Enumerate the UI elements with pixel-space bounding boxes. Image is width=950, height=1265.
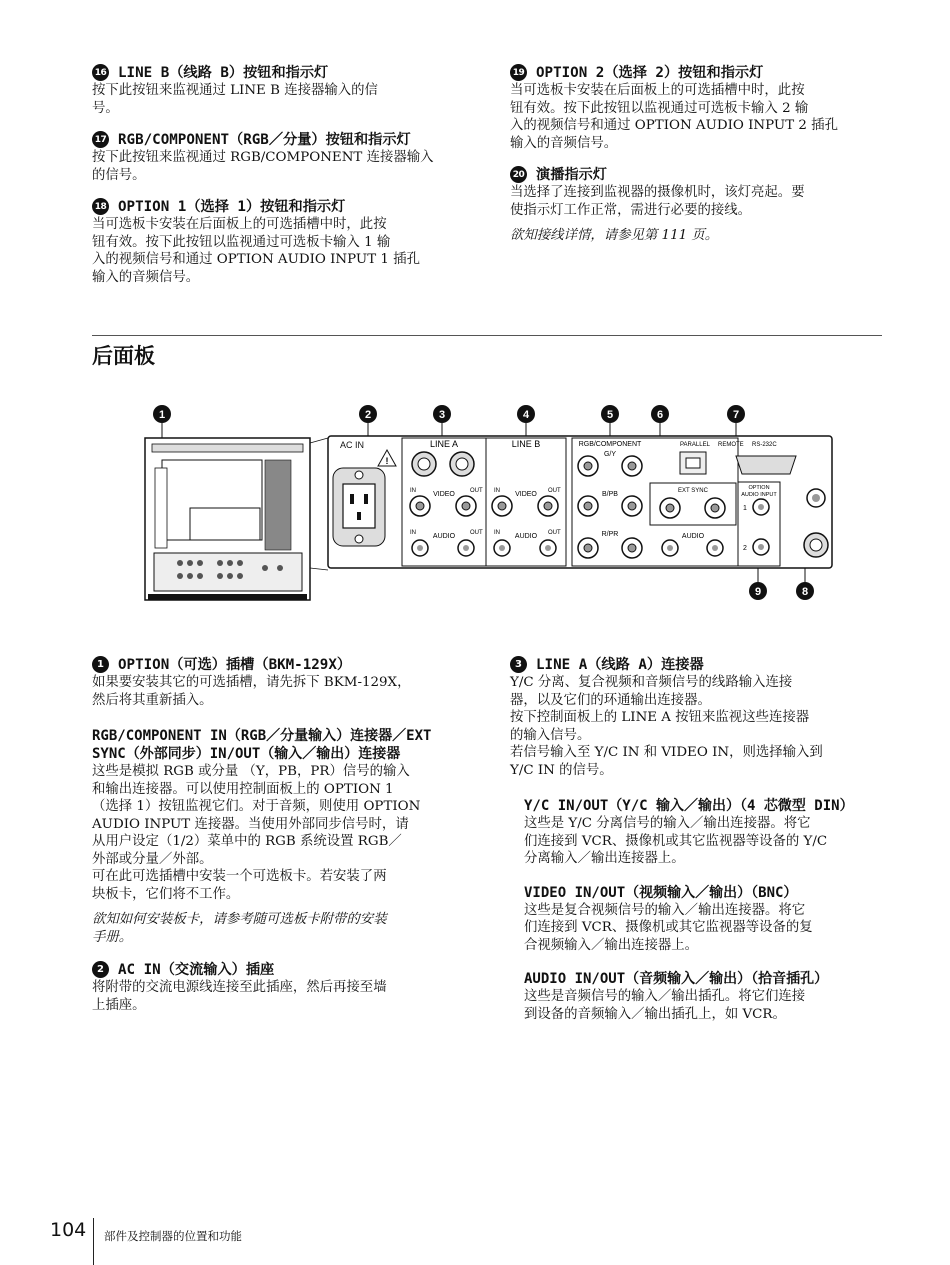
item-19 [510,64,888,152]
item-20 [510,166,888,245]
item-1-body: 如果要安装其它的可选插槽，请先拆下 BKM-129X， 然后将其重新插入。 [92,675,411,708]
item-16-body: 按下此按钮来监视通过 LINE B 连接器输入的信 号。 [92,83,378,116]
footer-divider [93,1218,94,1265]
callout-7 [727,405,745,423]
item-17-body: 按下此按钮来监视通过 RGB/COMPONENT 连接器输入 的信号。 [92,150,434,183]
svg-text:IN: IN [494,530,500,536]
item-1-title: OPTION（可选）插槽（BKM-129X） [118,657,352,673]
svg-text:AUDIO: AUDIO [514,533,538,540]
svg-text:IN: IN [494,488,500,494]
callout-9 [749,582,767,600]
callout-8 [796,582,814,600]
callout-3 [433,405,451,423]
rgb-component-note: 欲知如何安装板卡，请参考随可选板卡附带的安装 手册。 [92,912,387,945]
top-right-column [510,64,888,259]
bottom-left-column [92,656,470,1028]
svg-text:REMOTE: REMOTE [718,442,744,448]
svg-text:G/Y: G/Y [603,451,617,458]
callout-2 [359,405,377,423]
svg-text:AUDIO: AUDIO [681,533,705,540]
svg-text:OUT: OUT [548,530,561,536]
svg-text:VIDEO: VIDEO [433,491,455,498]
item-16 [92,64,470,117]
svg-text:IN: IN [410,530,416,536]
item-17-title: RGB/COMPONENT（RGB／分量）按钮和指示灯 [118,132,411,148]
callout-19: 19 [510,64,527,81]
video-sub-title: VIDEO IN/OUT（视频输入／输出）（BNC） [524,884,798,901]
item-3-body: Y/C 分离、复合视频和音频信号的线路输入连接 器，以及它们的环通输出连接器。 按下控制面板上的 LINE A 按钮来监视这些连接器 的输入信号。 若信号输入至 Y/C IN 和 VIDEO IN，则选择输入到 Y/C IN 的信号。 [510,675,823,778]
callout-20: 20 [510,166,527,183]
svg-text:AC IN: AC IN [340,440,365,450]
svg-text:OUT: OUT [548,488,561,494]
svg-text:4: 4 [522,409,530,421]
svg-text:AUDIO: AUDIO [432,533,456,540]
svg-text:1: 1 [158,409,166,421]
callout-5 [601,405,619,423]
svg-text:OUT: OUT [470,530,483,536]
audio-sub-item [524,970,888,1023]
callout-16: 16 [92,64,109,81]
rgb-component-body: 这些是模拟 RGB 或分量 （Y，PB，PR）信号的输入 和输出连接器。可以使用控制面板上的 OPTION 1 （选择 1）按钮监视它们。对于音频，则使用 OPTION AUDIO INPUT 连接器。当使用外部同步信号时，请 从用户设定（1/2）菜单中的 RGB 系统设置 RGB／ 外部或分量／外部。 可在此可选插槽中安装一个可选板卡。若安装了两 块板卡，它们将不工作。 [92,764,421,902]
yc-sub-body: 这些是 Y/C 分离信号的输入／输出连接器。将它 们连接到 VCR、摄像机或其它监视器等设备的 Y/C 分离输入／输出连接器上。 [524,816,828,866]
yc-sub-item [524,797,888,868]
svg-text:IN: IN [410,488,416,494]
item-3-title: LINE A（线路 A）连接器 [536,657,704,673]
item-1 [92,656,470,709]
item-18-body: 当可选板卡安装在后面板上的可选插槽中时，此按 钮有效。按下此按钮以监视通过可选板卡输入 1 输 入的视频信号和通过 OPTION AUDIO INPUT 1 插孔 输入的音频信号。 [92,217,420,285]
callout-6 [651,405,669,423]
monitor-rear-view [145,438,310,600]
svg-text:R/PR: R/PR [601,531,619,538]
svg-text:9: 9 [754,586,762,598]
rgb-component-item [92,727,470,947]
audio-sub-title: AUDIO IN/OUT（音频输入／输出）（拾音插孔） [524,971,829,987]
svg-text:B/PB: B/PB [602,491,618,498]
rear-panel-diagram [140,398,840,608]
svg-text:EXT SYNC: EXT SYNC [678,488,708,494]
svg-text:PARALLEL: PARALLEL [680,442,710,448]
page-number: 104 [50,1219,87,1241]
svg-text:!: ! [385,456,389,466]
callout-18: 18 [92,198,109,215]
svg-text:6: 6 [656,409,664,421]
item-20-title: 演播指示灯 [536,167,607,183]
svg-text:2: 2 [364,409,372,421]
svg-text:3: 3 [438,409,446,421]
svg-text:LINE A: LINE A [429,439,459,449]
footer-section-title: 部件及控制器的位置和功能 [104,1229,242,1243]
item-2-title: AC IN（交流输入）插座 [118,962,275,978]
yc-sub-title: Y/C IN/OUT（Y/C 输入／输出）（4 芯微型 DIN） [524,798,854,814]
svg-text:7: 7 [732,409,740,421]
item-2-body: 将附带的交流电源线连接至此插座，然后再接至墙 上插座。 [92,980,387,1013]
callout-1-text: 1 [92,656,109,673]
svg-text:5: 5 [606,409,614,421]
connector-panel [328,436,832,568]
item-2 [92,961,470,1014]
section-title: 后面板 [92,344,155,368]
callout-1 [153,405,171,423]
video-sub-body: 这些是复合视频信号的输入／输出连接器。将它 们连接到 VCR、摄像机或其它监视器等设备的复 合视频输入／输出连接器上。 [524,902,813,953]
item-17 [92,131,470,184]
item-19-title: OPTION 2（选择 2）按钮和指示灯 [536,65,764,81]
svg-text:OUT: OUT [470,488,483,494]
item-20-body: 当选择了连接到监视器的摄像机时，该灯亮起。要 使指示灯工作正常，需进行必要的接线。 [510,185,805,218]
callout-2-text: 2 [92,961,109,978]
callout-3-text: 3 [510,656,527,673]
bottom-right-column [510,656,888,1023]
svg-text:2: 2 [743,545,747,552]
svg-text:RGB/COMPONENT: RGB/COMPONENT [578,441,642,448]
item-19-body: 当可选板卡安装在后面板上的可选插槽中时，此按 钮有效。按下此按钮以监视通过可选板卡输入 2 输 入的视频信号和通过 OPTION AUDIO INPUT 2 插孔 输入的音频信号。 [510,83,838,151]
svg-text:VIDEO: VIDEO [515,491,537,498]
video-sub-item [524,884,888,955]
rgb-component-heading: RGB/COMPONENT IN（RGB／分量输入）连接器／EXT SYNC（外部同步）IN/OUT（输入／输出）连接器 [92,728,432,762]
svg-text:8: 8 [801,586,809,598]
svg-text:RS-232C: RS-232C [752,442,777,448]
top-left-column [92,64,470,300]
svg-text:AUDIO INPUT: AUDIO INPUT [741,492,777,498]
item-20-note: 欲知接线详情，请参见第 111 页。 [510,228,719,243]
callout-17: 17 [92,131,109,148]
item-16-title: LINE B（线路 B）按钮和指示灯 [118,65,329,81]
item-18-title: OPTION 1（选择 1）按钮和指示灯 [118,199,346,215]
svg-text:1: 1 [743,505,747,512]
item-3 [510,656,888,779]
item-18 [92,198,470,286]
svg-text:OPTION: OPTION [748,485,770,491]
callout-4 [517,405,535,423]
section-divider [92,335,882,336]
audio-sub-body: 这些是音频信号的输入／输出插孔。将它们连接 到设备的音频输入／输出插孔上，如 VCR。 [524,989,806,1022]
svg-text:LINE B: LINE B [511,439,541,449]
